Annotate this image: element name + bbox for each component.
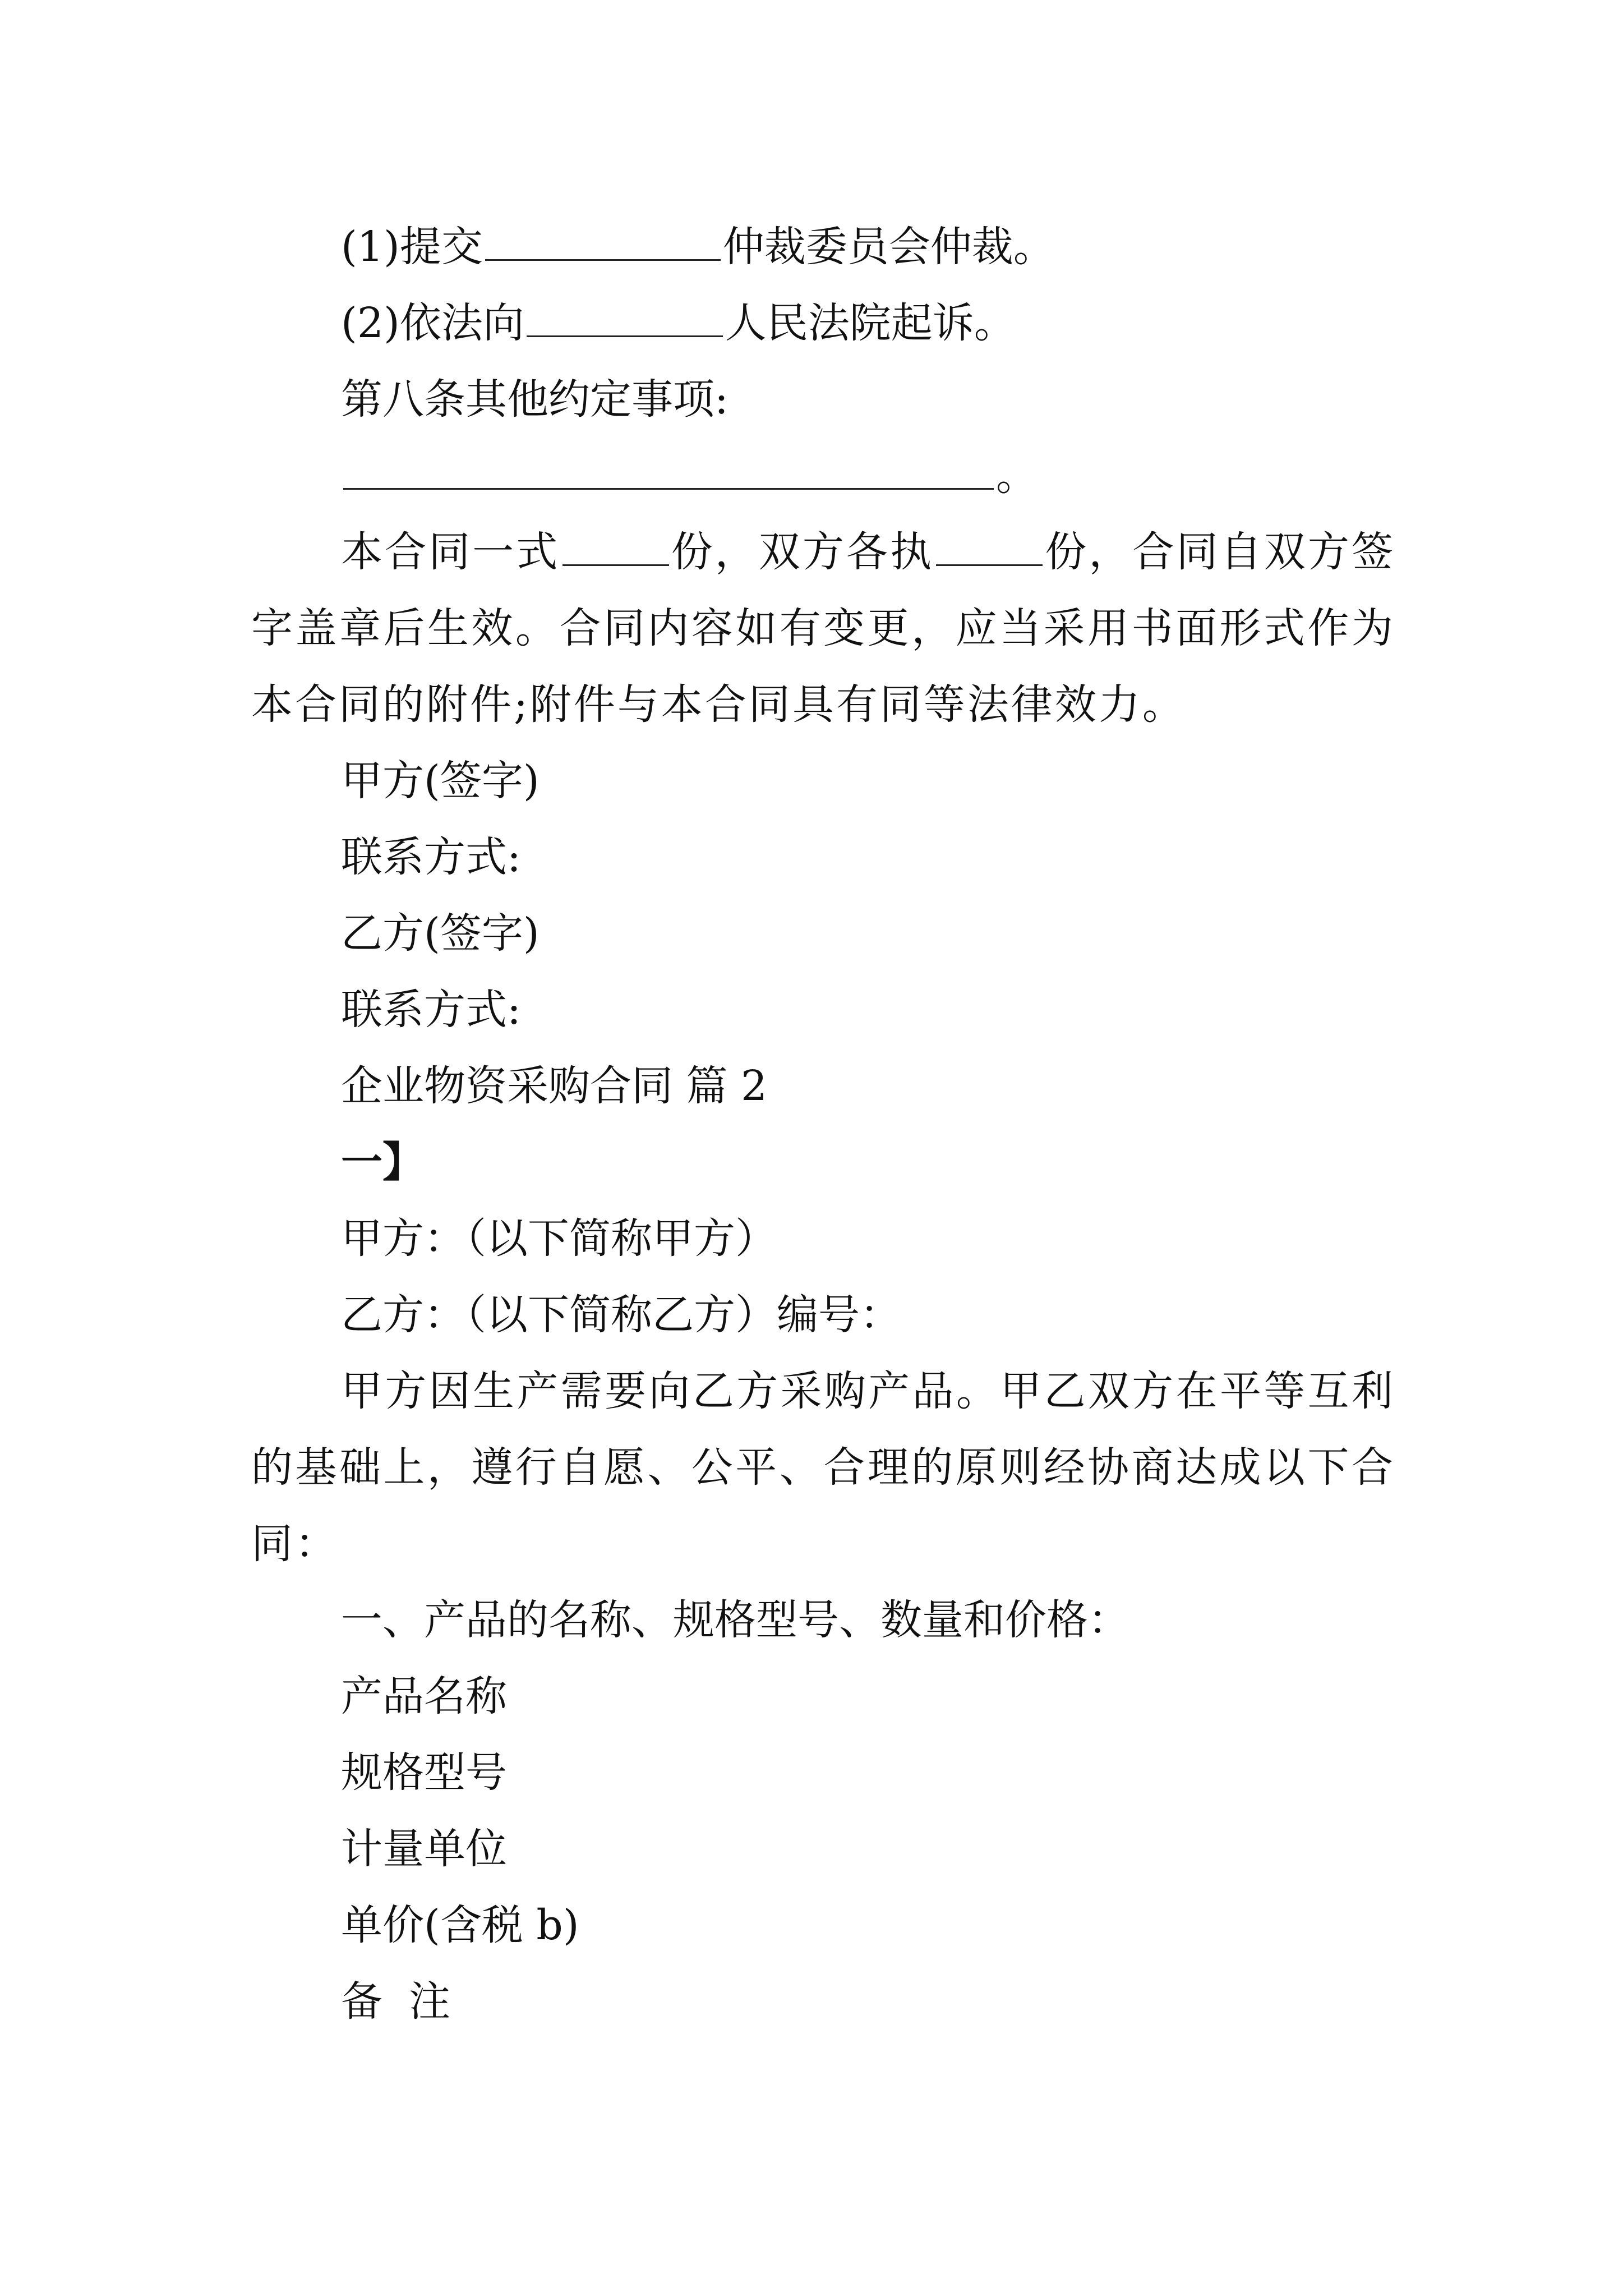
party-b-line: 乙方：（以下简称乙方）编号： xyxy=(341,1291,901,1339)
text: 份，双方各执 xyxy=(671,528,934,576)
item-spec-model: 规格型号 xyxy=(341,1749,507,1797)
party-b-signature: 乙方(签字) xyxy=(341,909,540,958)
other-matters-line xyxy=(251,438,1395,514)
party-a-contact: 联系方式: xyxy=(341,833,521,881)
document-body xyxy=(251,209,1395,2040)
purpose-paragraph: 甲方因生产需要向乙方采购产品。甲乙双方在平等互利的基础上，遵行自愿、公平、合理的原则经协商达成以下合同： xyxy=(251,1367,1395,1568)
text: (2)依法向 xyxy=(341,299,524,347)
item-remarks: 备 注 xyxy=(341,1977,451,2026)
item-product-name: 产品名称 xyxy=(341,1672,507,1720)
item-unit-price: 单价(含税 b) xyxy=(341,1901,579,1949)
article-8-heading: 第八条其他约定事项: xyxy=(341,375,728,424)
section-title: 企业物资采购合同 篇 2 xyxy=(341,1062,768,1110)
text: 。 xyxy=(996,452,1038,500)
blank-field xyxy=(343,457,994,490)
copies-paragraph xyxy=(251,514,1395,743)
text: 份，合同自双方签字盖章后生效。合同内容如有变更，应当采用书面形式作为本合同的附件;附件与本合同具有同等法律效力。 xyxy=(251,528,1396,729)
text: 仲裁委员会仲裁。 xyxy=(722,223,1055,271)
clause-1-heading: 一、产品的名称、规格型号、数量和价格： xyxy=(341,1596,1129,1644)
blank-field xyxy=(485,228,721,261)
blank-field xyxy=(936,533,1043,566)
party-b-contact: 联系方式: xyxy=(341,986,521,1034)
text: 人民法院起诉。 xyxy=(725,299,1016,347)
party-a-signature: 甲方(签字) xyxy=(341,757,540,805)
text: 本合同一式 xyxy=(341,528,560,576)
item-unit: 计量单位 xyxy=(341,1825,507,1873)
court-line xyxy=(251,285,1395,361)
text: (1)提交 xyxy=(341,223,483,271)
blank-field xyxy=(527,304,723,337)
section-mark: 一】 xyxy=(341,1138,424,1186)
blank-field xyxy=(562,533,669,566)
party-a-line: 甲方：（以下简称甲方） xyxy=(341,1214,777,1263)
arbitration-line xyxy=(251,209,1395,285)
